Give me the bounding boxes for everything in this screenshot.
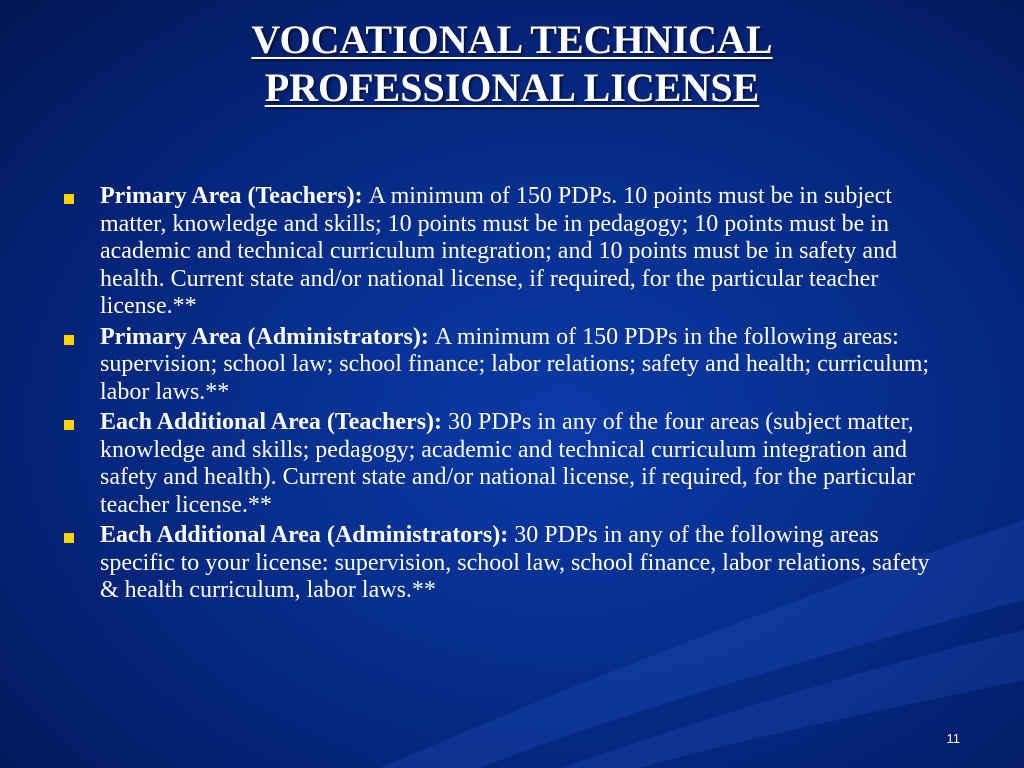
bullet-item-additional-teachers [60, 409, 950, 519]
bullet-text: 30 PDPs in any of the following areas specific to your license: supervision, school law, school finance, labor relations, safety & health curriculum, labor laws.** [100, 522, 930, 603]
slide-title-line-1: VOCATIONAL TECHNICAL [251, 17, 773, 62]
slide-title-line-2: PROFESSIONAL LICENSE [264, 65, 760, 110]
bullet-text: A minimum of 150 PDPs in the following areas: supervision; school law; school finance; labor relations; safety and health; curriculum; labor laws.** [100, 323, 930, 405]
bullet-heading: Each Additional Area (Administrators): [100, 522, 515, 548]
bullet-list [60, 183, 950, 608]
bullet-heading: Each Additional Area (Teachers): [100, 409, 449, 435]
bullet-heading: Primary Area (Administrators): [100, 323, 435, 350]
square-bullet-icon [64, 335, 74, 345]
bullet-item-primary-teachers [60, 183, 950, 321]
square-bullet-icon [64, 533, 74, 543]
bullet-text: 30 PDPs in any of the four areas (subject matter, knowledge and skills; pedagogy; academic and technical curriculum integration and safety and health). Current state and/or national license, if required, for the particular teacher license.** [100, 409, 916, 518]
bullet-item-additional-administrators [60, 522, 950, 605]
bullet-item-primary-administrators [60, 324, 950, 407]
page-number: 11 [946, 731, 960, 746]
bullet-text: A minimum of 150 PDPs. 10 points must be in subject matter, knowledge and skills; 10 points must be in pedagogy; 10 points must be in academic and technical curriculum integration; and 10 points must be in safety and health. Current state and/or national license, if required, for the particular teacher license.** [100, 183, 898, 319]
bullet-heading: Primary Area (Teachers): [100, 183, 369, 209]
slide-title [0, 16, 1024, 112]
square-bullet-icon [64, 420, 74, 430]
square-bullet-icon [64, 194, 74, 204]
